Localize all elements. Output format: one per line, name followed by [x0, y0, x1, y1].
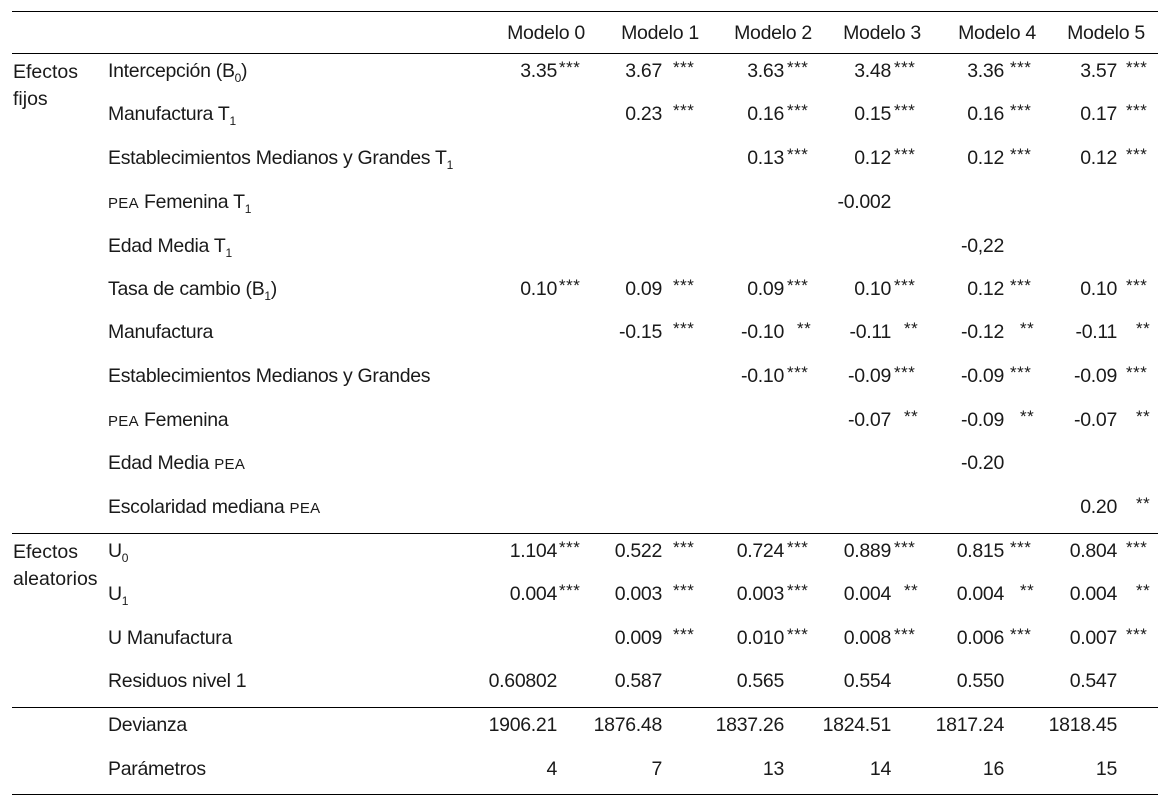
significance-stars: ***: [1126, 58, 1148, 77]
cell-value: 0.003: [614, 583, 662, 605]
row-label: [108, 321, 213, 343]
row-label-text: Manufactura T: [108, 103, 230, 125]
cell-value: -0.002: [837, 191, 891, 213]
row-label-prefix: PEA: [108, 413, 139, 430]
random-effects-label-line2: aleatorios: [13, 568, 98, 590]
fixed-effects-label-line2: fijos: [13, 88, 48, 110]
cell-value: 3.63: [747, 60, 784, 82]
cell-value: -0.15: [619, 321, 662, 343]
significance-stars: **: [904, 581, 919, 600]
row-label-text: Femenina: [138, 409, 229, 431]
random-effects-group-label: [13, 539, 98, 593]
cell-value: 0.008: [843, 627, 891, 649]
significance-stars: ***: [894, 538, 916, 557]
row-label-text: Parámetros: [108, 758, 206, 780]
significance-stars: ***: [787, 145, 809, 164]
cell-value: 13: [762, 758, 784, 780]
significance-stars: ***: [559, 276, 581, 295]
cell-value: -0.10: [741, 321, 784, 343]
significance-stars: ***: [559, 581, 581, 600]
significance-stars: ***: [894, 101, 916, 120]
cell-value: 3.48: [854, 60, 891, 82]
cell-value: 0.004: [956, 583, 1004, 605]
row-label-subscript: 0: [234, 71, 242, 85]
cell-value: 0.10: [1080, 278, 1117, 300]
cell-value: -0.09: [1074, 365, 1117, 387]
cell-value: -0.12: [961, 321, 1004, 343]
cell-value: 0.565: [736, 670, 784, 692]
significance-stars: ***: [673, 276, 695, 295]
cell-value: 0.23: [625, 103, 662, 125]
cell-value: -0.09: [961, 365, 1004, 387]
significance-stars: ***: [787, 276, 809, 295]
fixed-effects-group-label: [13, 59, 78, 113]
row-label-text: Edad Media T: [108, 235, 226, 257]
column-header-modelo-1: Modelo 1: [621, 22, 699, 44]
significance-stars: ***: [787, 538, 809, 557]
row-label-text: Residuos nivel 1: [108, 670, 247, 692]
significance-stars: ***: [1010, 625, 1032, 644]
cell-value: 3.36: [967, 60, 1004, 82]
significance-stars: ***: [1010, 538, 1032, 557]
row-label-subscript: 1: [121, 594, 129, 608]
significance-stars: **: [1136, 494, 1151, 513]
row-label-tail: PEA: [289, 500, 321, 517]
cell-value: 1.104: [509, 540, 557, 562]
row-label: [108, 540, 129, 565]
row-label-text: Establecimientos Medianos y Grandes: [108, 365, 431, 387]
column-header-modelo-3: Modelo 3: [843, 22, 921, 44]
cell-value: -0.07: [1074, 409, 1117, 431]
significance-stars: ***: [787, 101, 809, 120]
row-label: [108, 496, 320, 520]
cell-value: 0.10: [854, 278, 891, 300]
significance-stars: ***: [1010, 58, 1032, 77]
row-label: [108, 278, 277, 303]
row-label: [108, 758, 206, 780]
cell-value: 0.16: [747, 103, 784, 125]
significance-stars: ***: [894, 58, 916, 77]
cell-value: 0.09: [625, 278, 662, 300]
row-label-text: Femenina T: [138, 191, 245, 213]
cell-value: 3.67: [625, 60, 662, 82]
cell-value: 0.889: [843, 540, 891, 562]
column-header-modelo-4: Modelo 4: [958, 22, 1036, 44]
column-header-modelo-2: Modelo 2: [734, 22, 812, 44]
cell-value: 0.550: [956, 670, 1004, 692]
cell-value: 0.13: [747, 147, 784, 169]
row-label-suffix: ): [270, 278, 277, 300]
cell-value: 1906.21: [488, 714, 557, 736]
cell-value: 0.007: [1069, 627, 1117, 649]
cell-value: 14: [869, 758, 891, 780]
cell-value: -0.20: [961, 452, 1004, 474]
significance-stars: ***: [673, 625, 695, 644]
cell-value: 0.547: [1069, 670, 1117, 692]
top-rule: [12, 11, 1158, 12]
cell-value: 16: [982, 758, 1004, 780]
cell-value: -0.09: [848, 365, 891, 387]
significance-stars: ***: [1126, 625, 1148, 644]
cell-value: 0.004: [509, 583, 557, 605]
row-label-subscript: 1: [264, 289, 271, 303]
significance-stars: ***: [1126, 363, 1148, 382]
cell-value: -0,22: [961, 235, 1004, 257]
cell-value: -0.10: [741, 365, 784, 387]
cell-value: 0.20: [1080, 496, 1117, 518]
row-label: [108, 60, 248, 85]
row-label: [108, 627, 232, 649]
fixed-effects-label-line1: Efectos: [13, 61, 79, 83]
cell-value: 1824.51: [822, 714, 891, 736]
cell-value: 0.004: [843, 583, 891, 605]
cell-value: 0.010: [736, 627, 784, 649]
significance-stars: ***: [673, 58, 695, 77]
cell-value: -0.11: [1075, 321, 1117, 343]
row-label: [108, 103, 236, 128]
significance-stars: ***: [1126, 101, 1148, 120]
row-label-text: Tasa de cambio (B: [108, 278, 265, 300]
column-header-modelo-5: Modelo 5: [1067, 22, 1145, 44]
significance-stars: **: [1136, 319, 1151, 338]
row-label-text: Intercepción (B: [108, 60, 235, 82]
row-label-subscript: 1: [229, 114, 236, 128]
cell-value: 0.16: [967, 103, 1004, 125]
row-label: [108, 452, 245, 476]
cell-value: 1837.26: [715, 714, 784, 736]
significance-stars: ***: [1010, 363, 1032, 382]
significance-stars: ***: [1010, 276, 1032, 295]
row-label-text: Manufactura: [108, 321, 214, 343]
significance-stars: **: [1136, 581, 1151, 600]
row-label-text: U: [108, 583, 122, 605]
row-label-tail: PEA: [214, 456, 246, 473]
significance-stars: ***: [787, 363, 809, 382]
significance-stars: ***: [1126, 538, 1148, 557]
cell-value: 0.006: [956, 627, 1004, 649]
cell-value: 0.522: [614, 540, 662, 562]
row-label-suffix: ): [241, 60, 248, 82]
significance-stars: ***: [673, 319, 695, 338]
row-label: [108, 583, 129, 608]
cell-value: 3.57: [1080, 60, 1117, 82]
significance-stars: ***: [1126, 276, 1148, 295]
significance-stars: ***: [894, 145, 916, 164]
cell-value: -0.07: [848, 409, 891, 431]
cell-value: 1876.48: [593, 714, 662, 736]
cell-value: 0.12: [967, 147, 1004, 169]
cell-value: 0.12: [1080, 147, 1117, 169]
significance-stars: **: [1020, 319, 1035, 338]
bottom-rule: [12, 794, 1158, 795]
cell-value: 1818.45: [1048, 714, 1117, 736]
cell-value: 0.12: [967, 278, 1004, 300]
cell-value: -0.09: [961, 409, 1004, 431]
summary-rule: [12, 707, 1158, 708]
cell-value: 0.724: [736, 540, 784, 562]
row-label-text: Establecimientos Medianos y Grandes T: [108, 147, 447, 169]
significance-stars: **: [797, 319, 812, 338]
column-header-modelo-0: Modelo 0: [507, 22, 585, 44]
significance-stars: ***: [894, 625, 916, 644]
cell-value: -0.11: [849, 321, 891, 343]
row-label: [108, 409, 228, 433]
significance-stars: ***: [1126, 145, 1148, 164]
row-label-text: Escolaridad mediana: [108, 496, 290, 518]
significance-stars: **: [904, 407, 919, 426]
random-effects-label-line1: Efectos: [13, 541, 79, 563]
row-label: [108, 191, 251, 215]
cell-value: 0.009: [614, 627, 662, 649]
significance-stars: ***: [673, 538, 695, 557]
significance-stars: ***: [673, 101, 695, 120]
row-label-subscript: 1: [244, 202, 252, 216]
cell-value: 4: [546, 758, 557, 780]
row-label-text: U Manufactura: [108, 627, 232, 649]
cell-value: 1817.24: [935, 714, 1004, 736]
cell-value: 0.804: [1069, 540, 1117, 562]
row-label-text: U: [108, 540, 122, 562]
significance-stars: ***: [787, 581, 809, 600]
row-label-text: Devianza: [108, 714, 187, 736]
row-label-text: Edad Media: [108, 452, 215, 474]
significance-stars: ***: [787, 58, 809, 77]
cell-value: 0.587: [614, 670, 662, 692]
cell-value: 0.17: [1080, 103, 1117, 125]
significance-stars: ***: [894, 363, 916, 382]
significance-stars: **: [1020, 407, 1035, 426]
row-label-subscript: 1: [225, 246, 232, 260]
significance-stars: ***: [1010, 101, 1032, 120]
cell-value: 15: [1095, 758, 1117, 780]
cell-value: 0.12: [854, 147, 891, 169]
cell-value: 3.35: [520, 60, 557, 82]
row-label: [108, 147, 453, 172]
significance-stars: **: [904, 319, 919, 338]
header-rule: [12, 53, 1158, 54]
significance-stars: **: [1136, 407, 1151, 426]
cell-value: 0.815: [956, 540, 1004, 562]
row-label: [108, 235, 232, 260]
cell-value: 0.554: [843, 670, 891, 692]
significance-stars: ***: [673, 581, 695, 600]
cell-value: 0.15: [854, 103, 891, 125]
significance-stars: ***: [1010, 145, 1032, 164]
row-label-prefix: PEA: [108, 195, 139, 212]
cell-value: 0.09: [747, 278, 784, 300]
cell-value: 0.10: [520, 278, 557, 300]
cell-value: 0.60802: [488, 670, 557, 692]
row-label: [108, 365, 430, 387]
significance-stars: ***: [787, 625, 809, 644]
row-label-subscript: 1: [446, 158, 453, 172]
row-label-subscript: 0: [121, 551, 129, 565]
cell-value: 0.003: [736, 583, 784, 605]
significance-stars: **: [1020, 581, 1035, 600]
cell-value: 7: [651, 758, 662, 780]
significance-stars: ***: [559, 538, 581, 557]
row-label: [108, 670, 246, 692]
significance-stars: ***: [894, 276, 916, 295]
significance-stars: ***: [559, 58, 581, 77]
row-label: [108, 714, 187, 736]
cell-value: 0.004: [1069, 583, 1117, 605]
random-effects-rule: [12, 533, 1158, 534]
